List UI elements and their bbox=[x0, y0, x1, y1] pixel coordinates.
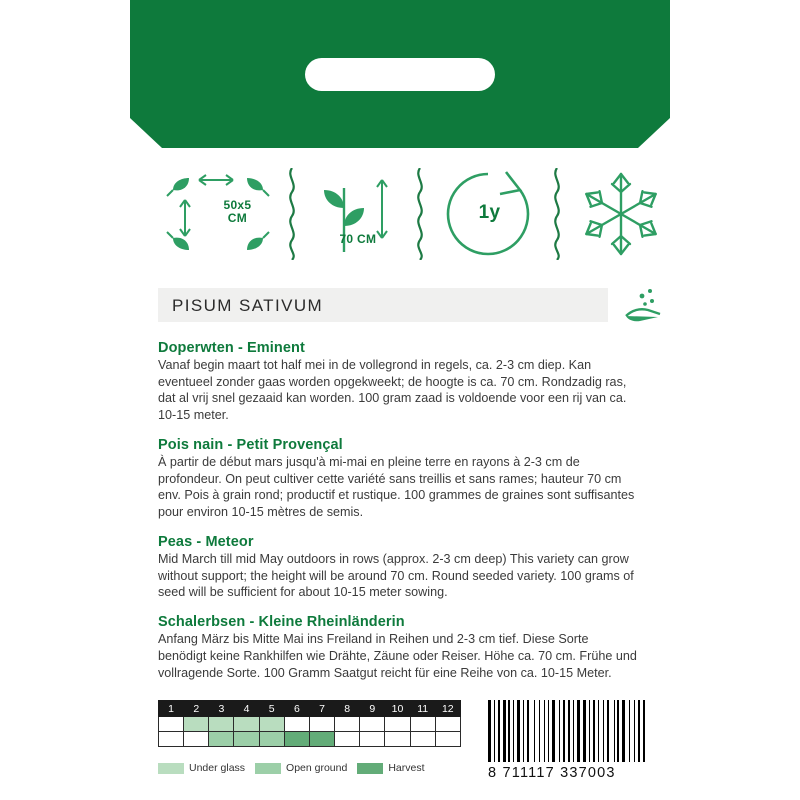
calendar-cell bbox=[435, 717, 460, 732]
lifecycle-caption: 1y bbox=[478, 202, 501, 223]
annual-cycle-icon bbox=[434, 159, 542, 269]
barcode bbox=[488, 700, 648, 781]
spacing-value-line2: CM bbox=[227, 211, 248, 226]
sowing-hand-icon bbox=[618, 282, 664, 328]
calendar-cell bbox=[159, 732, 184, 747]
description-body: Mid March till mid May outdoors in rows (approx. 2-3 cm deep) This variety can grow without support; the height will be around 70 cm. Round seeded variety. 100 grams of seed will be sufficient for about 10-15 meter sowing. bbox=[158, 551, 634, 600]
calendar-cell bbox=[209, 732, 234, 747]
calendar-row bbox=[159, 717, 461, 732]
calendar-cell bbox=[410, 732, 435, 747]
calendar-cell bbox=[259, 717, 284, 732]
wavy-divider bbox=[405, 164, 434, 264]
month-header: 5 bbox=[259, 701, 284, 717]
month-header: 7 bbox=[309, 701, 334, 717]
calendar-cell bbox=[360, 717, 385, 732]
calendar-cell bbox=[184, 717, 209, 732]
snowflake-icon bbox=[572, 159, 670, 269]
description-block bbox=[158, 437, 640, 521]
month-header: 4 bbox=[234, 701, 259, 717]
plant-spacing-icon bbox=[159, 159, 277, 269]
calendar-cell bbox=[360, 732, 385, 747]
plant-height-caption: 70 CM bbox=[339, 232, 377, 246]
legend-item bbox=[158, 762, 245, 774]
calendar-cell bbox=[209, 717, 234, 732]
wavy-divider bbox=[542, 164, 571, 264]
latin-name: PISUM SATIVUM bbox=[172, 296, 324, 315]
month-header: 10 bbox=[385, 701, 410, 717]
month-header: 6 bbox=[284, 701, 309, 717]
legend-label: Harvest bbox=[388, 762, 425, 774]
calendar-cell bbox=[234, 717, 259, 732]
month-header: 12 bbox=[435, 701, 460, 717]
description-title: Peas - Meteor bbox=[158, 533, 254, 550]
calendar-header-row bbox=[159, 701, 461, 717]
month-header: 1 bbox=[159, 701, 184, 717]
barcode-bars bbox=[488, 700, 648, 762]
legend-label: Open ground bbox=[286, 762, 348, 774]
calendar-cell bbox=[284, 732, 309, 747]
calendar-cell bbox=[385, 732, 410, 747]
calendar-cell bbox=[435, 732, 460, 747]
calendar-cell bbox=[159, 717, 184, 732]
month-header: 9 bbox=[360, 701, 385, 717]
month-header: 11 bbox=[410, 701, 435, 717]
month-header: 8 bbox=[335, 701, 360, 717]
plant-spacing-caption bbox=[205, 199, 269, 225]
description-block bbox=[158, 614, 640, 681]
calendar-cell bbox=[184, 732, 209, 747]
calendar-cell bbox=[284, 717, 309, 732]
handle-hole bbox=[305, 58, 495, 91]
description-body: Vanaf begin maart tot half mei in de vollegrond in regels, ca. 2-3 cm diep. Kan eventueel zonder gaas worden opgekweekt; de hoogte is ca. 70 cm. Rondzadig ras, dat al vrij snel gezaaid kan worden. 100 gram zaad is voldoende voor een rij van ca. 10-15 meter. bbox=[158, 358, 627, 423]
description-block bbox=[158, 534, 640, 601]
calendar-table bbox=[158, 700, 461, 747]
description-title: Schalerbsen - Kleine Rheinländerin bbox=[158, 614, 405, 631]
calendar-cell bbox=[309, 717, 334, 732]
legend-swatch-open-ground bbox=[255, 763, 281, 774]
barcode-number: 8 711117 337003 bbox=[488, 765, 616, 781]
calendar-cell bbox=[234, 732, 259, 747]
calendar-cell bbox=[335, 732, 360, 747]
description-list bbox=[158, 340, 640, 694]
seed-packet bbox=[130, 0, 670, 800]
calendar-row bbox=[159, 732, 461, 747]
legend-item bbox=[357, 762, 424, 774]
description-title: Pois nain - Petit Provençal bbox=[158, 436, 343, 453]
icon-strip-left-pad bbox=[130, 159, 159, 269]
description-title: Doperwten - Eminent bbox=[158, 340, 305, 356]
icon-strip bbox=[130, 150, 670, 278]
calendar-cell bbox=[410, 717, 435, 732]
month-header: 3 bbox=[209, 701, 234, 717]
calendar-cell bbox=[259, 732, 284, 747]
calendar-cell bbox=[309, 732, 334, 747]
legend-item bbox=[255, 762, 347, 774]
sowing-calendar bbox=[158, 700, 454, 747]
calendar-cell bbox=[385, 717, 410, 732]
description-body: À partir de début mars jusqu'à mi-mai en pleine terre en rayons à 2-3 cm de profondeur. On peut cultiver cette variété sans treillis et sans rames; hauteur 70 cm env. Pois à grain rond; productif et rustique. 100 grammes de graines sont suffisantes pour environ 10-15 mètres de semis. bbox=[158, 454, 635, 520]
legend-label: Under glass bbox=[189, 762, 246, 774]
legend-swatch-harvest bbox=[357, 763, 383, 774]
description-block bbox=[158, 340, 640, 424]
month-header: 2 bbox=[184, 701, 209, 717]
wavy-divider bbox=[277, 164, 306, 264]
calendar-cell bbox=[335, 717, 360, 732]
spacing-value-line1: 50x5 bbox=[223, 198, 252, 212]
legend-swatch-under-glass bbox=[158, 763, 184, 774]
plant-height-icon bbox=[307, 159, 405, 269]
calendar-legend bbox=[158, 762, 458, 774]
description-body: Anfang März bis Mitte Mai ins Freiland in Reihen und 2-3 cm tief. Diese Sorte benödigt keine Rankhilfen wie Drähte, Zäune oder Reiser. Höhe ca. 70 cm. Frühe und vollragende Sorte. 100 Gramm Saatgut reicht für eine Reihe von ca. 10-15 Meter. bbox=[158, 632, 637, 680]
